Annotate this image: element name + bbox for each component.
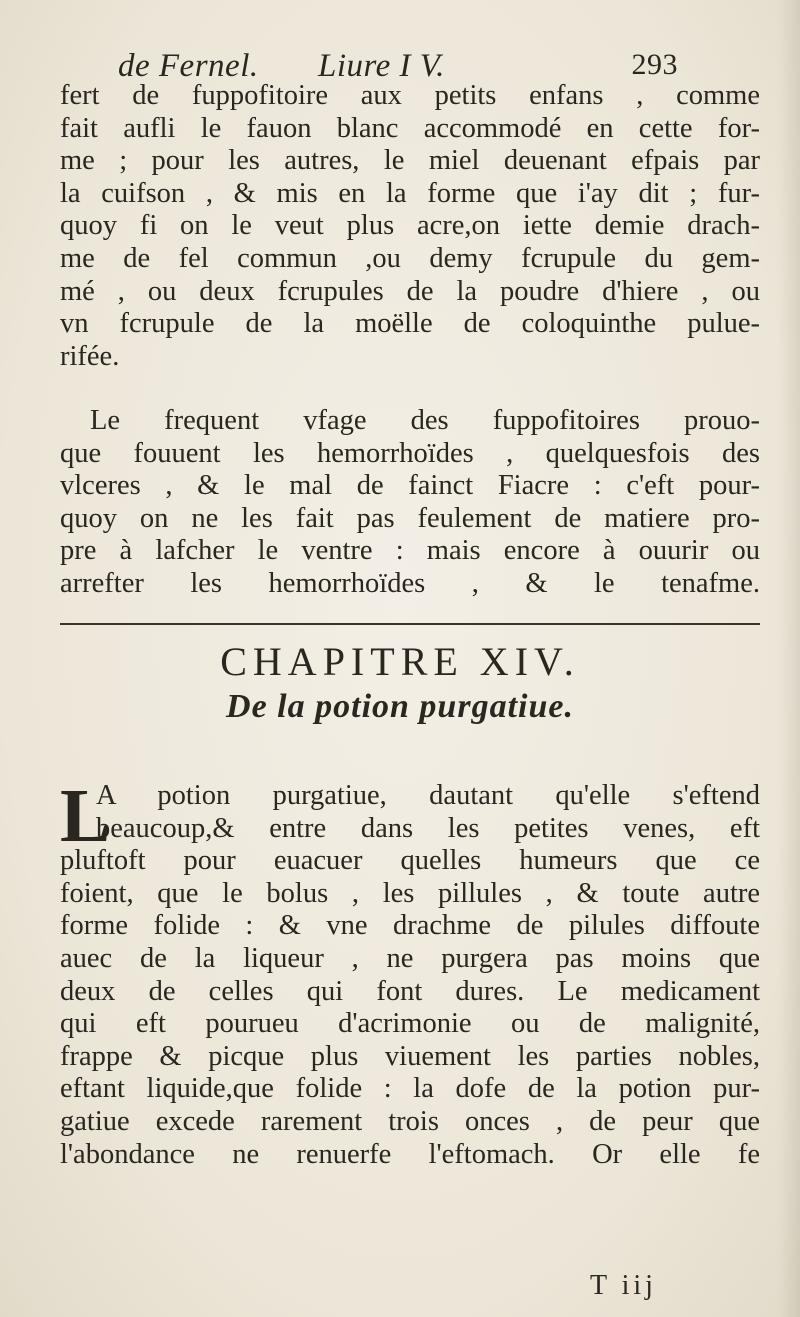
text-line: forme folide : & vne drachme de pilules diffoute bbox=[60, 910, 760, 942]
paragraph-2 bbox=[60, 405, 760, 601]
header-author: de Fernel. bbox=[118, 48, 259, 84]
header-book: Liure I V. bbox=[318, 48, 445, 84]
text-line: quoy on ne les fait pas feulement de matiere pro- bbox=[60, 502, 760, 534]
text-line: rifée. bbox=[60, 340, 120, 372]
paragraph-1 bbox=[60, 80, 760, 373]
text-line: fert de fuppofitoire aux petits enfans , comme bbox=[60, 80, 760, 111]
text-line: eftant liquide,que folide : la dofe de la potion pur- bbox=[60, 1073, 760, 1105]
text-line: auec de la liqueur , ne purgera pas moins que bbox=[60, 942, 760, 974]
text-line: qui eft pourueu d'acrimonie ou de malignité, bbox=[60, 1008, 760, 1040]
text-line: vn fcrupule de la moëlle de coloquinthe pulue- bbox=[60, 308, 760, 340]
drop-cap: L bbox=[60, 774, 111, 858]
chapter-heading: CHAPITRE XIV. bbox=[220, 639, 580, 684]
text-line: pluftoft pour euacuer quelles humeurs que ce bbox=[60, 845, 760, 877]
text-line: me ; pour les autres, le miel deuenant efpais par bbox=[60, 145, 760, 177]
section-divider-rule bbox=[60, 623, 760, 625]
text-line: arrefter les hemorrhoïdes , & le tenafme. bbox=[60, 567, 760, 599]
page-number: 293 bbox=[631, 48, 678, 81]
text-line: me de fel commun ,ou demy fcrupule du gem- bbox=[60, 242, 760, 274]
text-line: pre à lafcher le ventre : mais encore à ouurir ou bbox=[60, 535, 760, 567]
text-line: frappe & picque plus viuement les parties nobles, bbox=[60, 1040, 760, 1072]
text-line: Le frequent vfage des fuppofitoires prouo- bbox=[90, 405, 760, 436]
text-line: mé , ou deux fcrupules de la poudre d'hiere , ou bbox=[60, 275, 760, 307]
text-line: A potion purgatiue, dautant qu'elle s'eftend bbox=[96, 780, 760, 811]
text-line: vlceres , & le mal de fainct Fiacre : c'eft pour- bbox=[60, 470, 760, 502]
text-line: foient, que le bolus , les pillules , & toute autre bbox=[60, 877, 760, 909]
chapter-subtitle: De la potion purgatiue. bbox=[226, 688, 574, 725]
text-line: beaucoup,& entre dans les petites venes, eft bbox=[96, 812, 760, 844]
text-line: deux de celles qui font dures. Le medicament bbox=[60, 975, 760, 1007]
text-line: l'abondance ne renuerfe l'eftomach. Or elle fe bbox=[60, 1138, 760, 1170]
text-line: que fouuent les hemorrhoïdes , quelquesfois des bbox=[60, 437, 760, 469]
signature-mark: T iij bbox=[590, 1270, 657, 1301]
text-line: fait aufli le fauon blanc accommodé en cette for- bbox=[60, 112, 760, 144]
text-line: quoy fi on le veut plus acre,on iette demie drach- bbox=[60, 210, 760, 242]
paragraph-3 bbox=[60, 774, 760, 1171]
text-line: la cuifson , & mis en la forme que i'ay dit ; fur- bbox=[60, 177, 760, 209]
text-line: gatiue excede rarement trois onces , de peur que bbox=[60, 1105, 760, 1137]
